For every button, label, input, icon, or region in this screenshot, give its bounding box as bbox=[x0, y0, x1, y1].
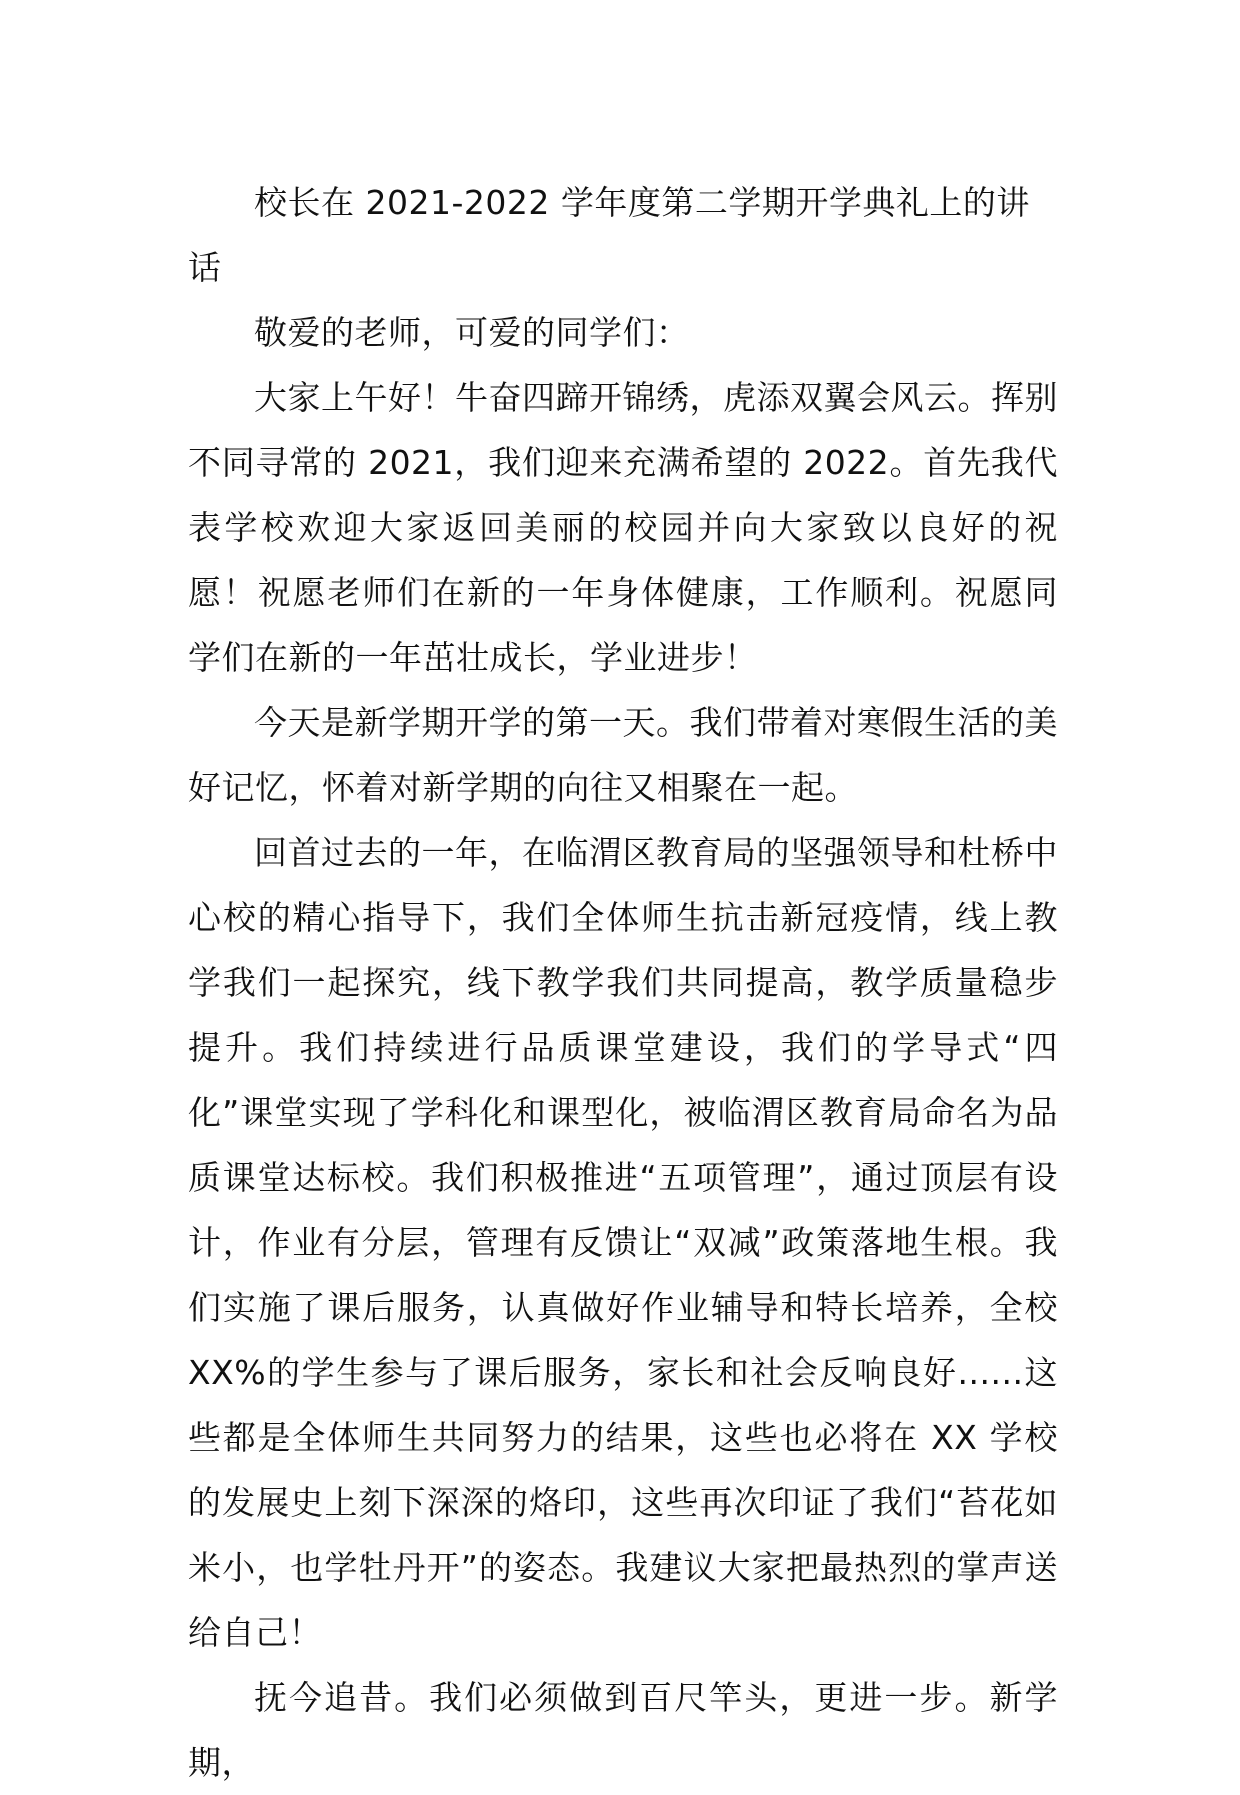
paragraph-opening: 大家上午好！牛奋四蹄开锦绣，虎添双翼会风云。挥别不同寻常的 2021，我们迎来充满希望的 2022。首先我代表学校欢迎大家返回美丽的校园并向大家致以良好的祝愿！祝愿老师们在新的一年身体健康，工作顺利。祝愿同学们在新的一年茁壮成长，学业进步！ bbox=[188, 378, 1058, 677]
speech-greeting: 敬爱的老师，可爱的同学们： bbox=[254, 313, 690, 352]
document-body bbox=[188, 170, 1058, 1795]
speech-title: 校长在 2021-2022 学年度第二学期开学典礼上的讲话 bbox=[188, 183, 1030, 287]
paragraph-review: 回首过去的一年，在临渭区教育局的坚强领导和杜桥中心校的精心指导下，我们全体师生抗击新冠疫情，线上教学我们一起探究，线下教学我们共同提高，教学质量稳步提升。我们持续进行品质课堂建设，我们的学导式“四化”课堂实现了学科化和课型化，被临渭区教育局命名为品质课堂达标校。我们积极推进“五项管理”，通过顶层有设计，作业有分层，管理有反馈让“双减”政策落地生根。我们实施了课后服务，认真做好作业辅导和特长培养，全校 XX%的学生参与了课后服务，家长和社会反响良好......这些都是全体师生共同努力的结果，这些也必将在 XX 学校的发展史上刻下深深的烙印，这些再次印证了我们“苔花如米小，也学牡丹开”的姿态。我建议大家把最热烈的掌声送给自己！ bbox=[188, 833, 1058, 1652]
paragraph-new-semester: 抚今追昔。我们必须做到百尺竿头，更进一步。新学期， bbox=[188, 1678, 1058, 1782]
paragraph-first-day: 今天是新学期开学的第一天。我们带着对寒假生活的美好记忆，怀着对新学期的向往又相聚在一起。 bbox=[188, 703, 1058, 807]
